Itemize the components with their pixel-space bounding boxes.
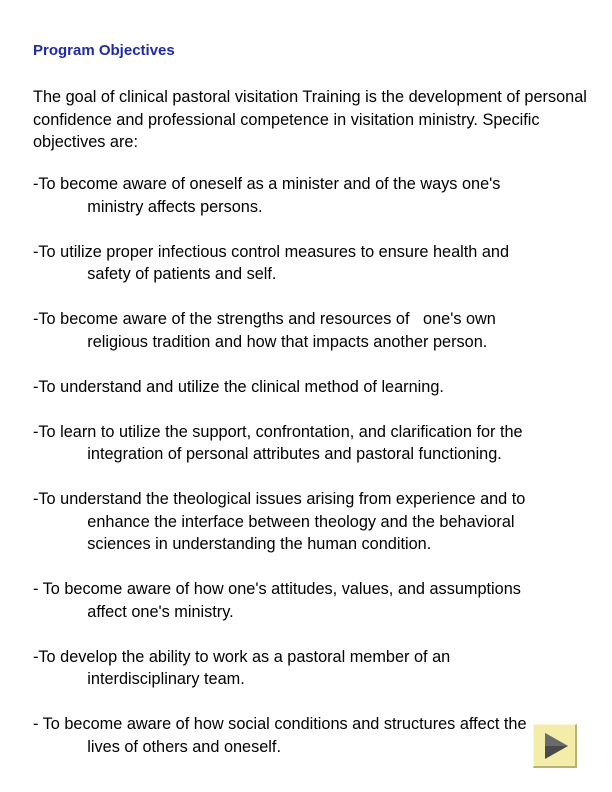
intro-paragraph: The goal of clinical pastoral visitation Training is the development of personal confidence and professional competence in visitation ministry. Specific objectives are:	[33, 88, 587, 151]
objective-item: -To understand and utilize the clinical method of learning.	[33, 377, 444, 396]
objective-item: -To become aware of the strengths and resources of one's own religious tradition and how that impacts another person.	[33, 310, 496, 351]
objective-item: -To develop the ability to work as a pastoral member of an interdisciplinary team.	[33, 647, 451, 688]
objective-item: - To become aware of how one's attitudes, values, and assumptions affect one's ministry.	[33, 580, 521, 621]
next-slide-button[interactable]	[533, 724, 577, 768]
play-arrow-icon	[534, 725, 576, 767]
objective-item: -To learn to utilize the support, confrontation, and clarification for the integration of personal attributes and pastoral functioning.	[33, 422, 523, 463]
objective-item: -To utilize proper infectious control measures to ensure health and safety of patients and self.	[33, 242, 510, 283]
page-title: Program Objectives	[33, 42, 175, 59]
objective-item: -To become aware of oneself as a minister and of the ways one's ministry affects persons.	[33, 175, 501, 216]
objectives-list	[33, 173, 589, 758]
objective-item: -To understand the theological issues arising from experience and to enhance the interface between theology and the behavioral sciences in understanding the human condition.	[33, 490, 526, 553]
objective-item: - To become aware of how social conditions and structures affect the lives of others and oneself.	[33, 715, 527, 756]
